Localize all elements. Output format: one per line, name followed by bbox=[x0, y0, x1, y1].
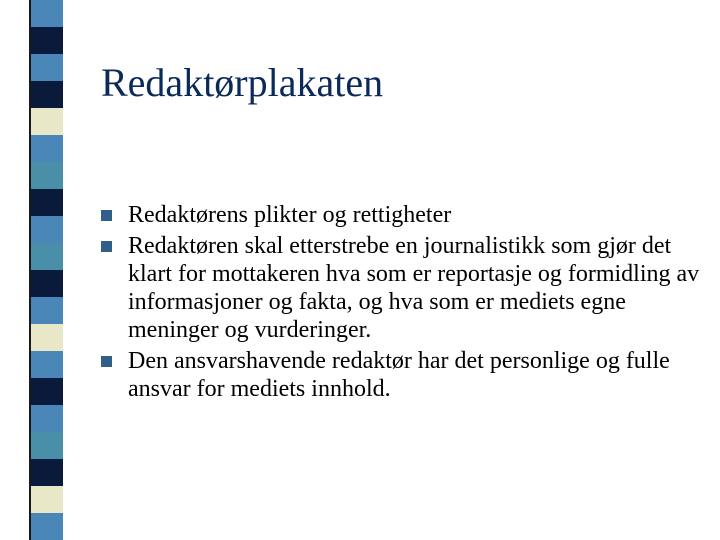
stripe-block bbox=[30, 243, 63, 270]
bullet-text: Den ansvarshavende redaktør har det personlige og fulle ansvar for mediets innhold. bbox=[128, 348, 670, 402]
slide-title: Redaktørplakaten bbox=[101, 60, 384, 105]
stripe-block bbox=[30, 54, 63, 81]
stripe-block bbox=[30, 351, 63, 378]
decorative-stripe bbox=[0, 0, 62, 540]
stripe-block bbox=[30, 216, 63, 243]
bullet-list bbox=[101, 201, 711, 406]
stripe-block bbox=[30, 297, 63, 324]
bullet-text: Redaktøren skal etterstrebe en journalistikk som gjør det klart for mottakeren hva som er reportasje og formidling av informasjoner og fakta, og hva som er mediets egne meninger og vurderinger. bbox=[128, 233, 700, 343]
bullet-item bbox=[101, 201, 711, 229]
stripe-edge bbox=[29, 0, 30, 540]
stripe-block bbox=[30, 81, 63, 108]
stripe-block bbox=[30, 513, 63, 540]
stripe-block bbox=[30, 378, 63, 405]
stripe-block bbox=[30, 27, 63, 54]
bullet-item bbox=[101, 232, 711, 344]
stripe-block bbox=[30, 270, 63, 297]
square-bullet-icon bbox=[101, 210, 112, 221]
square-bullet-icon bbox=[101, 241, 112, 252]
stripe-block bbox=[30, 189, 63, 216]
stripe-block bbox=[30, 135, 63, 162]
stripe-block bbox=[30, 486, 63, 513]
square-bullet-icon bbox=[101, 356, 112, 367]
stripe-block bbox=[30, 162, 63, 189]
stripe-block bbox=[30, 459, 63, 486]
stripe-block bbox=[30, 324, 63, 351]
stripe-block bbox=[30, 0, 63, 27]
stripe-block bbox=[30, 405, 63, 432]
stripe-block bbox=[30, 432, 63, 459]
stripe-block bbox=[30, 108, 63, 135]
bullet-item bbox=[101, 347, 711, 403]
bullet-text: Redaktørens plikter og rettigheter bbox=[128, 202, 452, 228]
